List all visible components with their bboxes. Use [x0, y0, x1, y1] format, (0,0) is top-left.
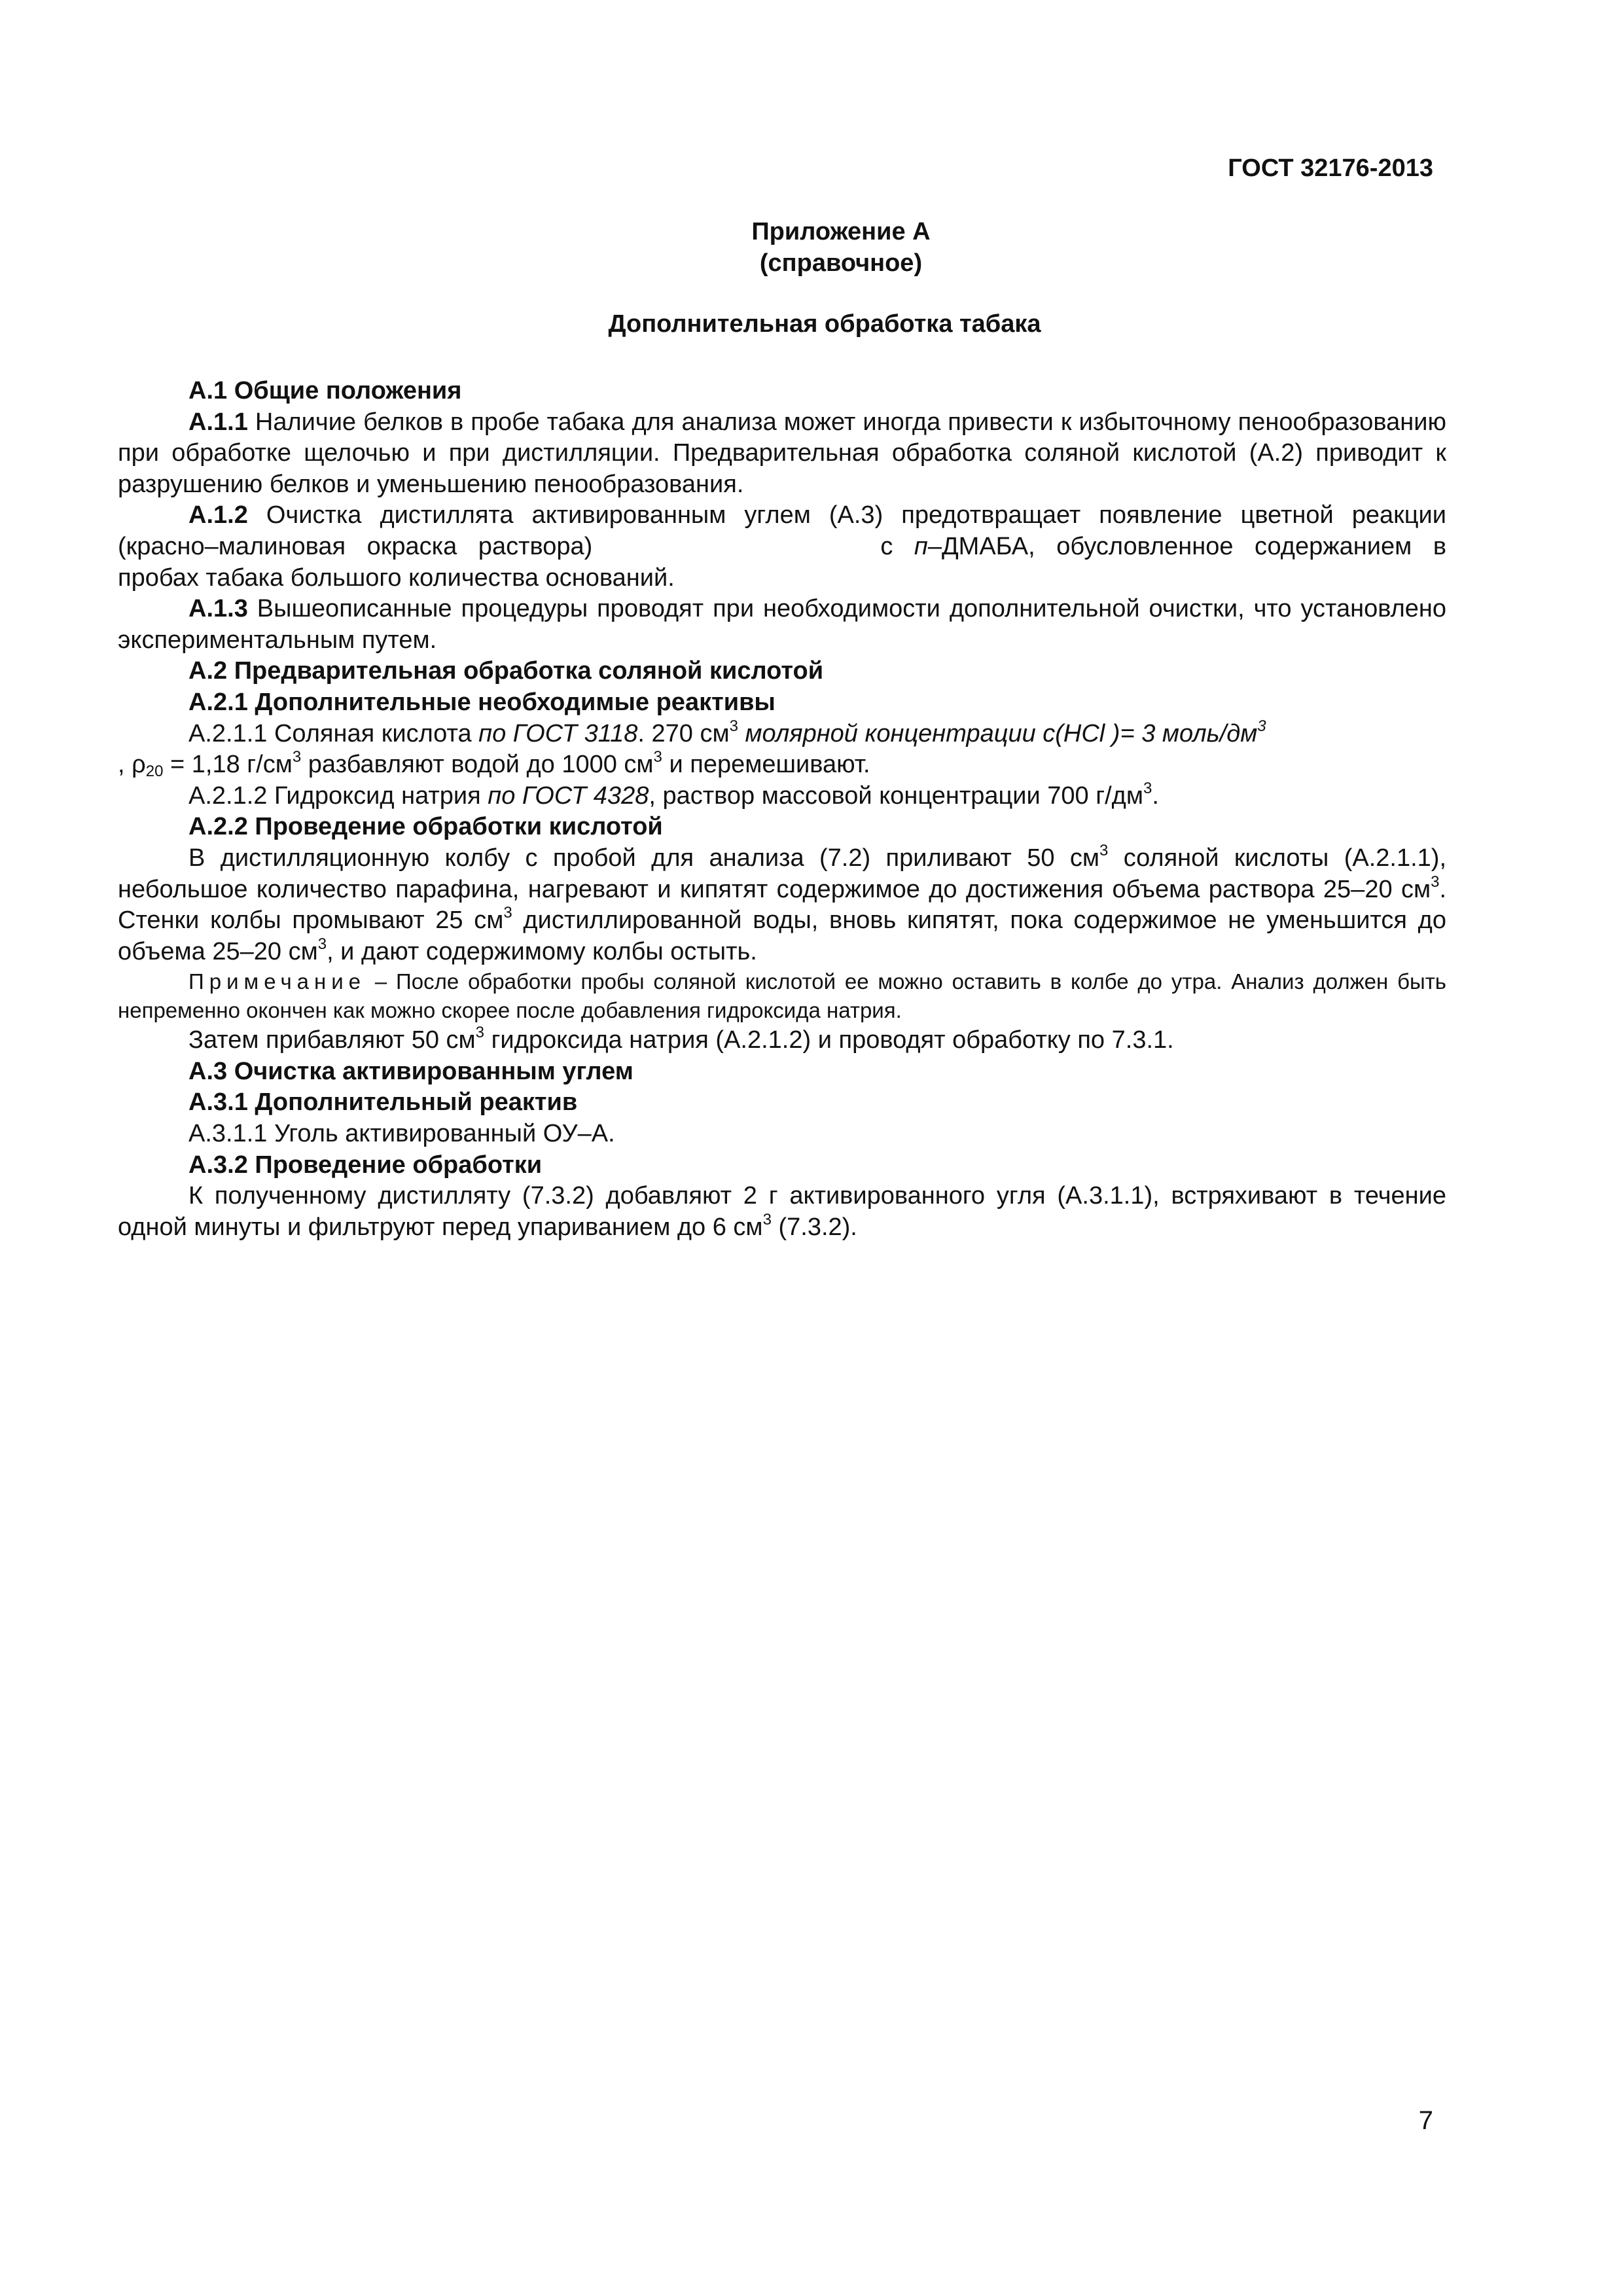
superscript: 3 — [762, 1210, 772, 1229]
subscript: 20 — [145, 762, 164, 781]
note-paragraph — [118, 967, 1446, 1025]
superscript: 3 — [503, 904, 512, 922]
paragraph-text: (7.3.2). — [771, 1213, 857, 1241]
paragraph-text: . Стенки колбы промывают 25 см — [118, 875, 1446, 935]
paragraph-a32 — [118, 1181, 1446, 1243]
section-heading-a1: А.1 Общие положения — [188, 377, 462, 404]
paragraph-text: Очистка дистиллята активированным углем (А.3) предотвращает появление цветной реакции (красно–малиновая окраска раствора) — [118, 501, 1446, 560]
standard-designation: ГОСТ 32176-2013 — [1228, 154, 1433, 182]
clause-number: А.1.2 — [188, 501, 248, 529]
superscript: 3 — [1143, 779, 1152, 797]
note-text: – После обработки пробы соляной кислотой ее можно оставить в колбе до утра. Анализ должен быть непременно окончен как можно скорее после добавления гидроксида натрия. — [118, 969, 1446, 1023]
paragraph-a13 — [118, 594, 1446, 656]
paragraph-text: разбавляют водой до 1000 см — [301, 751, 654, 779]
paragraph-text: = 1,18 г/см — [163, 751, 293, 779]
subsection-heading-a21: А.2.1 Дополнительные необходимые реактивы — [188, 688, 776, 716]
paragraph-a12 — [118, 500, 1446, 594]
paragraph-text: Наличие белков в пробе табака для анализа может иногда привести к избыточному пенообразованию при обработке щелочью и при дистилляции. Предварительная обработка соляной кислотой (А.2) приводит к разрушению белков и уменьшению пенообразования. — [118, 408, 1446, 498]
appendix-heading — [0, 216, 1623, 279]
paragraph-text: с — [880, 532, 893, 560]
superscript: 3 — [475, 1024, 485, 1042]
page-number: 7 — [1418, 2106, 1433, 2135]
paragraph-text: Затем прибавляют 50 см — [188, 1026, 476, 1054]
superscript: 3 — [1431, 872, 1440, 891]
superscript: 3 — [729, 717, 738, 735]
standard-reference: по ГОСТ 3118 — [478, 719, 638, 747]
paragraph-text: . 270 см — [637, 719, 730, 747]
paragraph-text: и перемешивают. — [662, 751, 870, 779]
paragraph-text: , — [118, 751, 132, 779]
paragraph-text: . — [1152, 781, 1159, 810]
superscript: 3 — [317, 935, 327, 953]
reagent-prefix: п — [914, 532, 928, 560]
concentration-text: молярной концентрации с(HCl )= 3 моль/дм — [738, 719, 1258, 747]
subsection-heading-a22: А.2.2 Проведение обработки кислотой — [188, 813, 663, 841]
appendix-kind: (справочное) — [759, 249, 923, 277]
superscript: 3 — [653, 748, 662, 766]
appendix-title: Приложение А — [751, 218, 931, 245]
paragraph-text: гидроксида натрия (А.2.1.2) и проводят обработку по 7.3.1. — [484, 1026, 1174, 1054]
paragraph-a311: А.3.1.1 Уголь активированный ОУ–А. — [188, 1120, 615, 1148]
paragraph-a22 — [118, 843, 1446, 967]
section-heading-a3: А.3 Очистка активированным углем — [188, 1057, 633, 1085]
paragraph-text: , раствор массовой концентрации 700 г/дм — [649, 781, 1143, 810]
document-title: Дополнительная обработка табака — [608, 310, 1041, 338]
paragraph-text: Вышеописанные процедуры проводят при необходимости дополнительной очистки, что установлено экспериментальным путем. — [118, 595, 1447, 654]
superscript: 3 — [292, 748, 302, 766]
note-label: Примечание — [188, 969, 366, 994]
paragraph-text: –ДМАБА, обусловленное содержанием в пробах табака большого количества оснований. — [118, 532, 1447, 592]
subsection-heading-a32: А.3.2 Проведение обработки — [188, 1151, 543, 1179]
document-body — [118, 376, 1446, 1243]
paragraph-a11 — [118, 407, 1446, 501]
standard-reference: по ГОСТ 4328 — [488, 781, 649, 810]
clause-number: А.1.3 — [188, 595, 248, 623]
paragraph-text: К полученному дистилляту (7.3.2) добавляют 2 г активированного угля (А.3.1.1), встряхивают в течение одной минуты и фильтруют перед упариванием до 6 см — [118, 1182, 1446, 1241]
clause-number: А.1.1 — [188, 408, 248, 436]
superscript: 3 — [1257, 717, 1266, 735]
paragraph-text: дистиллированной воды, вновь кипятят, пока содержимое не уменьшится до объема 25–20 см — [118, 906, 1446, 965]
item-label: А.2.1.2 Гидроксид натрия — [188, 781, 488, 810]
superscript: 3 — [1099, 841, 1109, 859]
paragraph-then — [118, 1025, 1446, 1056]
density-symbol: ρ — [132, 751, 146, 779]
item-label: А.2.1.1 Соляная кислота — [188, 719, 479, 747]
paragraph-a211 — [118, 719, 1446, 750]
section-heading-a2: А.2 Предварительная обработка соляной кислотой — [188, 657, 824, 685]
paragraph-a211-line2 — [118, 749, 1446, 781]
paragraph-a212 — [118, 781, 1446, 812]
subsection-heading-a31: А.3.1 Дополнительный реактив — [188, 1088, 578, 1117]
paragraph-text: , и дают содержимому колбы остыть. — [327, 937, 757, 965]
paragraph-text: В дистилляционную колбу с пробой для анализа (7.2) приливают 50 см — [188, 844, 1099, 872]
paragraph-text: соляной кислоты (А.2.1.1), небольшое количество парафина, нагревают и кипятят содержимое до достижения объема раствора 25–20 см — [118, 844, 1447, 903]
